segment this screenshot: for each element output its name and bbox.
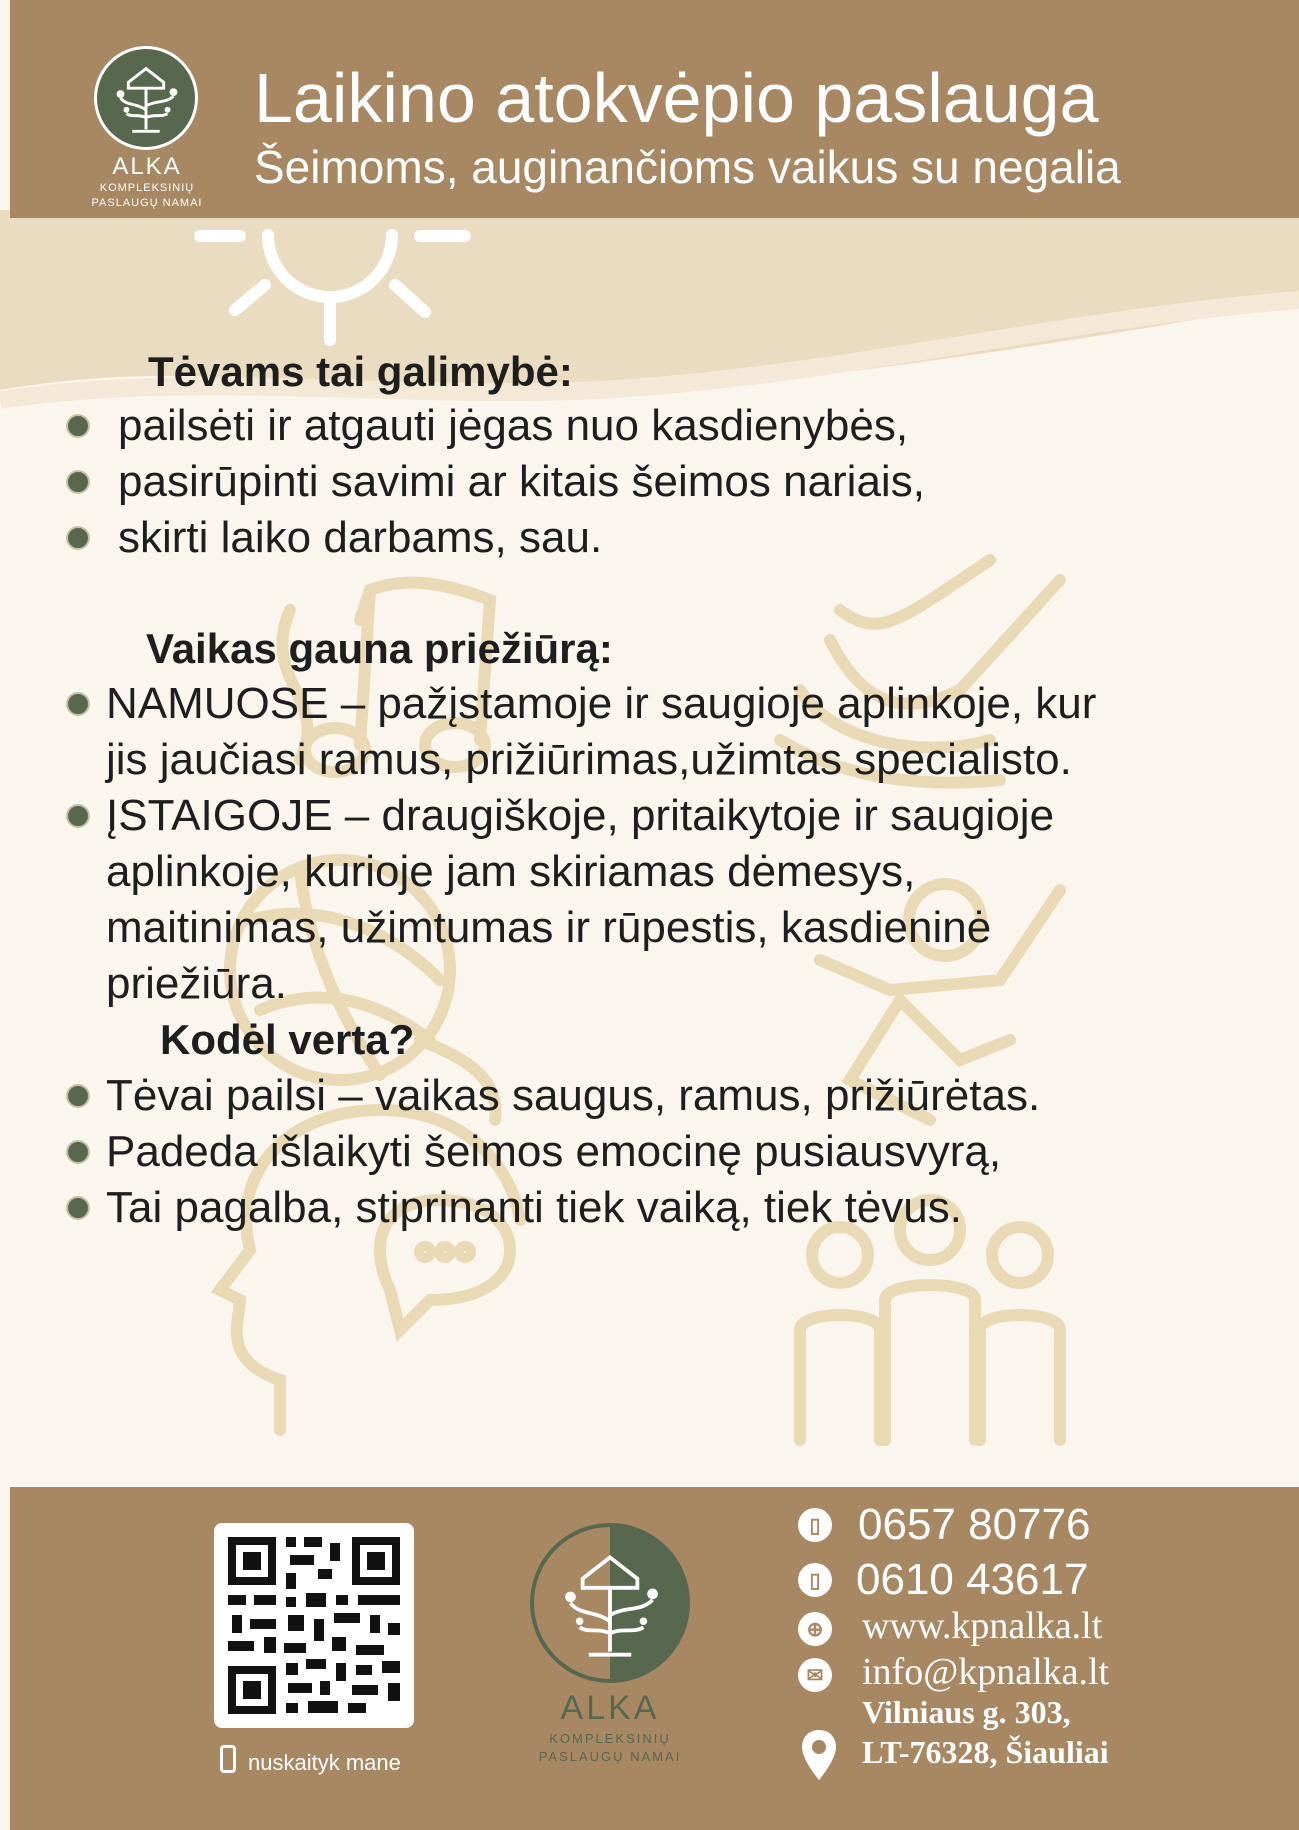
list-item: Tėvai pailsi – vaikas saugus, ramus, prižiūrėtas. [66,1068,1040,1124]
child-care-list [66,676,1096,1012]
bullet-icon [66,414,90,438]
logo-line1: KOMPLEKSINIŲ [99,182,195,194]
list-item: pailsėti ir atgauti jėgas nuo kasdienybės, [66,398,925,454]
logo-line2: PASLAUGŲ NAMAI [91,197,203,209]
section-title-parents: Tėvams tai galimybė: [148,348,573,395]
address-line-2: LT-76328, Šiauliai [862,1734,1109,1770]
page-subtitle: Šeimoms, auginančioms vaikus su negalia [254,141,1121,193]
phone-icon: ▯ [798,1563,832,1597]
footer-logo [530,1523,690,1763]
list-item: ĮSTAIGOJE – draugiškoje, pritaikytoje ir saugioje aplinkoje, kurioje jam skiriamas dėmesys, maitinimas, užimtumas ir rūpestis, kasdieninė priežiūra. [66,788,1096,1012]
bullet-icon [66,470,90,494]
qr-label: nuskaityk mane [248,1750,401,1775]
logo-name: ALKA [112,153,182,180]
address-line-1: Vilniaus g. 303, [862,1694,1071,1730]
footer-logo-line1: KOMPLEKSINIŲ [549,1731,671,1746]
phone-icon [220,1745,236,1773]
qr-code[interactable] [214,1523,414,1728]
list-item: Tai pagalba, stiprinanti tiek vaiką, tiek tėvus. [66,1180,1040,1236]
email-icon: ✉ [798,1658,832,1692]
bullet-icon [66,1140,90,1164]
phone-number-1[interactable]: 0657 80776 [858,1500,1091,1549]
people-group-icon [800,1200,1060,1440]
bullet-icon [66,1196,90,1220]
list-item: Padeda išlaikyti šeimos emocinę pusiausvyrą, [66,1124,1040,1180]
list-item: pasirūpinti savimi ar kitais šeimos nariais, [66,454,925,510]
bullet-icon [66,804,90,828]
email-link[interactable]: info@kpnalka.lt [862,1651,1110,1693]
why-list [66,1068,1040,1236]
logo [82,40,212,215]
bullet-icon [66,1084,90,1108]
footer-logo-line2: PASLAUGŲ NAMAI [538,1749,682,1764]
bullet-icon [66,692,90,716]
section-title-child-care: Vaikas gauna priežiūrą: [146,625,613,672]
footer-logo-tree-icon [530,1523,690,1683]
location-pin-icon [800,1728,838,1787]
list-item: NAMUOSE – pažįstamoje ir saugioje aplinkoje, kur jis jaučiasi ramus, prižiūrimas,užimtas specialisto. [66,676,1096,788]
page-title: Laikino atokvėpio paslauga [254,59,1099,137]
website-link[interactable]: www.kpnalka.lt [862,1605,1103,1647]
parents-list [66,398,925,566]
list-item: skirti laiko darbams, sau. [66,510,925,566]
phone-icon: ▯ [798,1508,832,1542]
phone-number-2[interactable]: 0610 43617 [856,1555,1089,1604]
globe-icon: ⊕ [798,1612,832,1646]
bullet-icon [66,526,90,550]
footer-logo-name: ALKA [560,1689,660,1727]
section-title-why: Kodėl verta? [160,1016,415,1063]
logo-tree-icon [94,46,198,150]
